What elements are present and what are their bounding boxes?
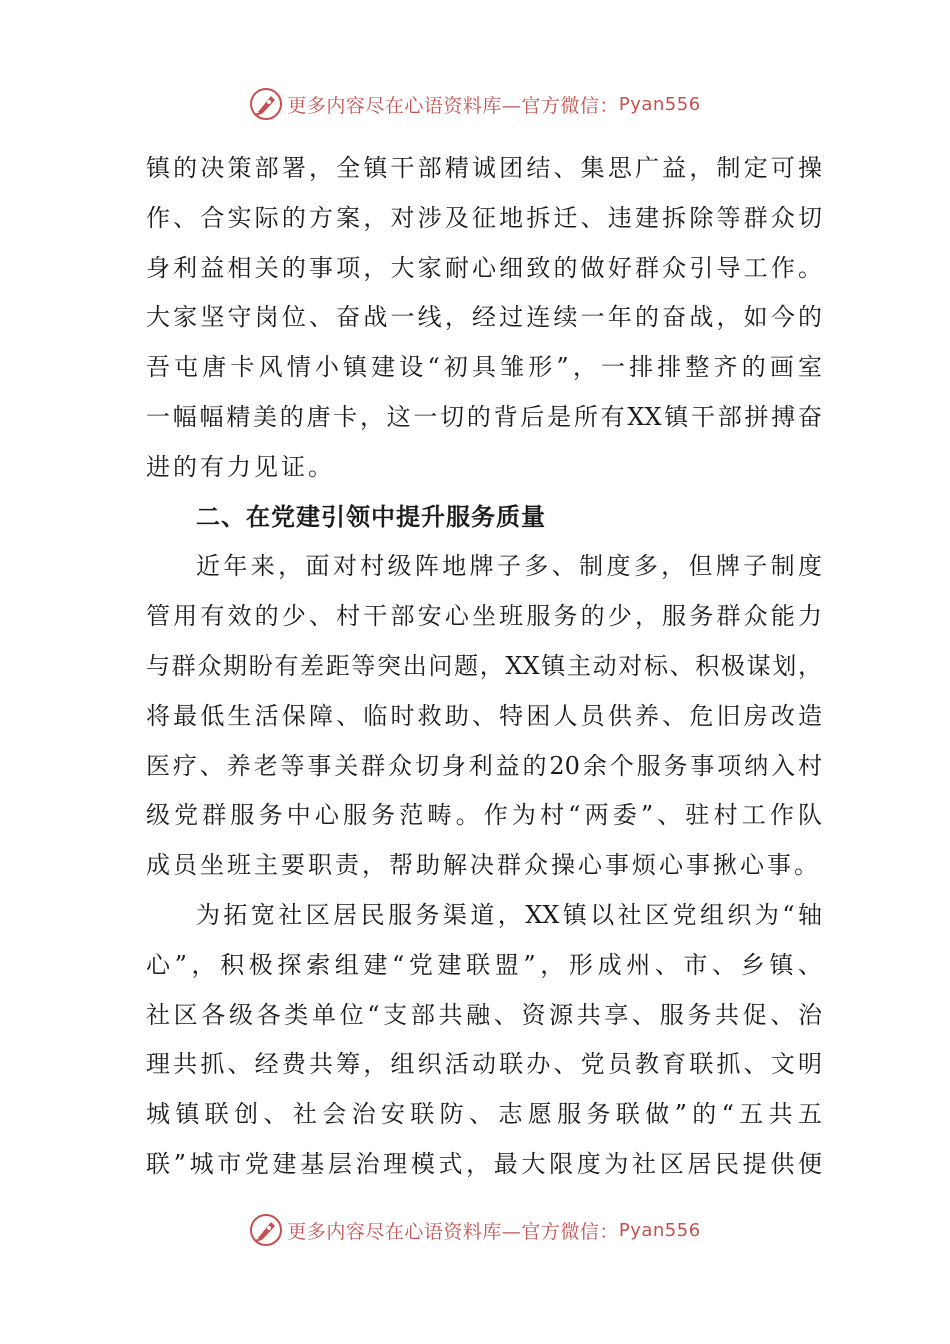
text-line: 理共抓、经费共筹，组织活动联办、党员教育联抓、文明 [146,1050,822,1079]
watermark-header [0,84,950,124]
text-line: 管用有效的少、村干部安心坐班服务的少，服务群众能力 [146,602,822,631]
text-line: 大家坚守岗位、奋战一线，经过连续一年的奋战，如今的 [146,303,822,332]
text-line: 进的有力见证。 [146,452,335,481]
document-body [146,144,822,1190]
watermark-footer [0,1210,950,1250]
paragraph-3 [146,891,822,1190]
watermark-wechat-id: Pyan556 [618,93,701,115]
text-line: 身利益相关的事项，大家耐心细致的做好群众引导工作。 [146,253,822,282]
text-line: 成员坐班主要职责，帮助解决群众操心事烦心事揪心事。 [146,851,821,880]
paragraph-1 [146,144,822,493]
text-line: 级党群服务中心服务范畴。作为村“两委”、驻村工作队 [146,801,822,830]
text-line: 将最低生活保障、临时救助、特困人员供养、危旧房改造 [146,701,822,730]
section-heading: 二、在党建引领中提升服务质量 [196,502,546,531]
pen-nib-logo-icon [249,1213,283,1247]
text-line: 医疗、养老等事关群众切身利益的20余个服务事项纳入村 [146,751,822,780]
text-line: 近年来，面对村级阵地牌子多、制度多，但牌子制度 [196,552,822,581]
watermark-text: 更多内容尽在心语资料库—官方微信： [287,1220,619,1243]
text-line: 社区各级各类单位“支部共融、资源共享、服务共促、治 [146,1000,822,1029]
text-line: 为拓宽社区居民服务渠道，XX镇以社区党组织为“轴 [196,900,822,929]
text-line: 作、合实际的方案，对涉及征地拆迁、违建拆除等群众切 [146,203,822,232]
pen-nib-logo-icon [249,87,283,121]
watermark-text: 更多内容尽在心语资料库—官方微信： [287,94,619,117]
text-line: 城镇联创、社会治安联防、志愿服务联做”的“五共五 [146,1100,822,1129]
watermark-wechat-id: Pyan556 [618,1219,701,1241]
text-line: 联”城市党建基层治理模式，最大限度为社区居民提供便 [146,1149,822,1178]
text-line: 镇的决策部署，全镇干部精诚团结、集思广益，制定可操 [146,154,822,182]
paragraph-2 [146,542,822,891]
text-line: 吾屯唐卡风情小镇建设“初具雏形”，一排排整齐的画室 [146,353,822,382]
text-line: 一幅幅精美的唐卡，这一切的背后是所有XX镇干部拼搏奋 [146,402,822,431]
text-line: 与群众期盼有差距等突出问题，XX镇主动对标、积极谋划， [146,651,822,680]
text-line: 心”，积极探索组建“党建联盟”，形成州、市、乡镇、 [146,950,822,979]
